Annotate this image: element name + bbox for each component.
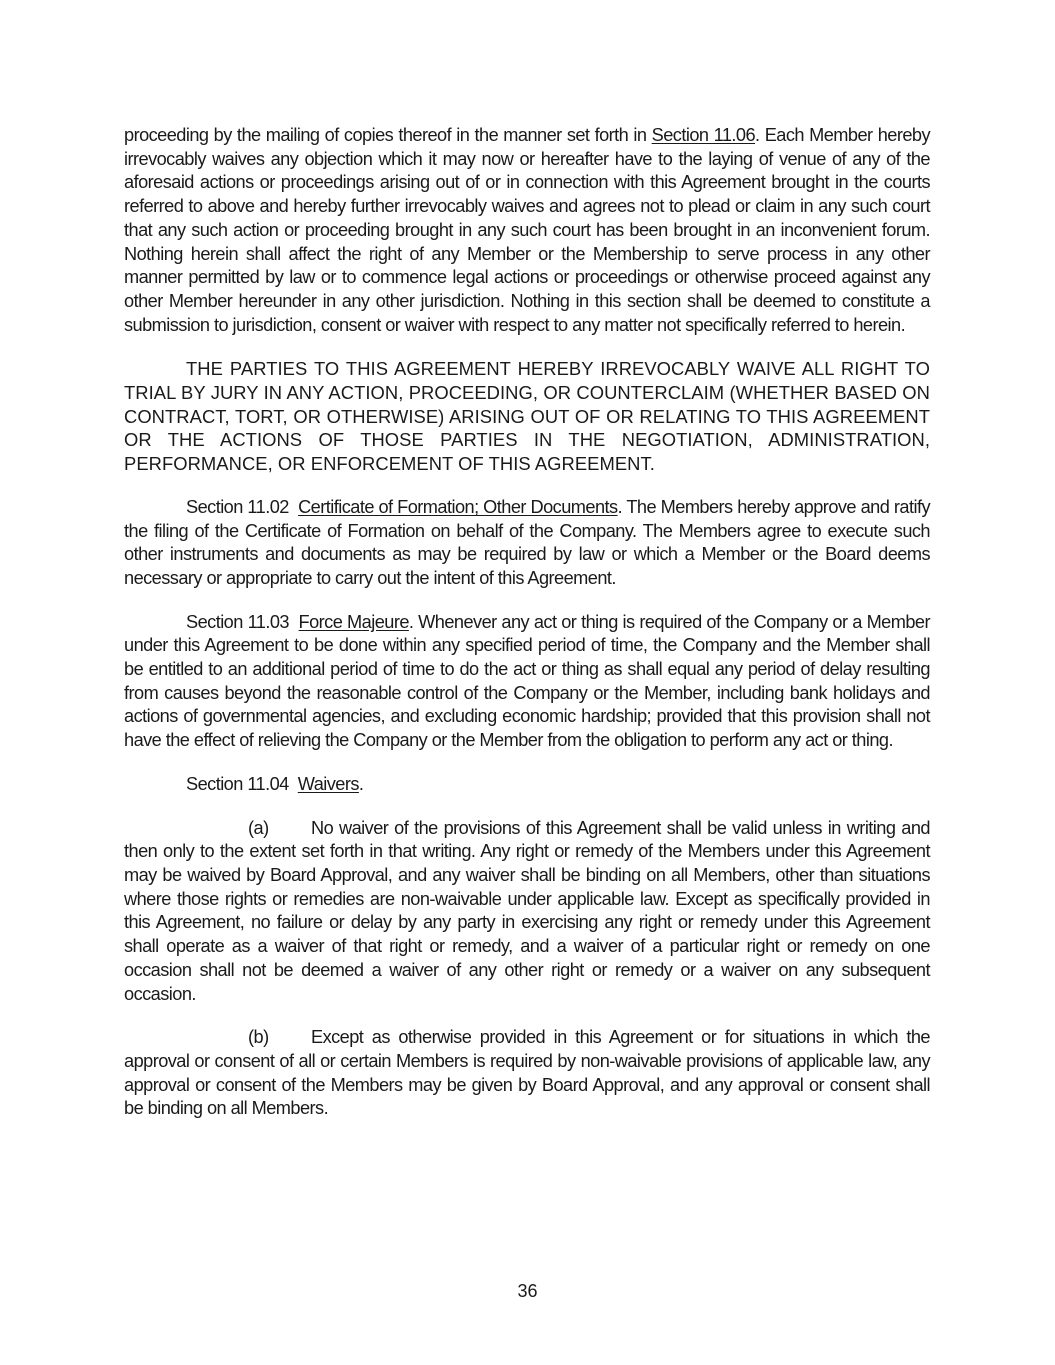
jury-waiver-paragraph: THE PARTIES TO THIS AGREEMENT HEREBY IRREVOCABLY WAIVE ALL RIGHT TO TRIAL BY JURY IN ANY ACTION, PROCEEDING, OR COUNTERCLAIM (WHETHER BASED ON CONTRACT, TORT, OR OTHERWISE) ARISING OUT OF OR RELATING TO THIS AGREEMENT OR THE ACTIONS OF THOSE PARTIES IN THE NEGOTIATION, ADMINISTRATION, PERFORMANCE, OR ENFORCEMENT OF THIS AGREEMENT. <box>124 358 930 475</box>
document-page <box>124 124 930 1141</box>
venue-paragraph: proceeding by the mailing of copies thereof in the manner set forth in Section 11.06. Each Member hereby irrevocably waives any objection which it may now or hereafter have to the laying of venue of any of the aforesaid actions or proceedings arising out of or in connection with this Agreement brought in the courts referred to above and hereby further irrevocably waives and agrees not to plead or claim in any such court that any such action or proceeding brought in any such court has been brought in an inconvenient forum. Nothing herein shall affect the right of any Member or the Membership to serve process in any other manner permitted by law or to commence legal actions or proceedings or otherwise proceed against any other Member hereunder in any other jurisdiction. Nothing in this section shall be deemed to constitute a submission to jurisdiction, consent or waiver with respect to any matter not specifically referred to herein. <box>124 125 931 335</box>
section-11-04-a: (a) No waiver of the provisions of this Agreement shall be valid unless in writing and then only to the extent set forth in that writing. Any right or remedy of the Members under this Agreement may be waived by Board Approval, and any waiver shall be binding on all Members, other than situations where those rights or remedies are non-waivable under applicable law. Except as specifically provided in this Agreement, no failure or delay by any party in exercising any right or remedy under this Agreement shall operate as a waiver of that right or remedy, and a waiver of a particular right or remedy on one occasion shall not be deemed a waiver of any other right or remedy or a waiver on any subsequent occasion. <box>124 817 930 1004</box>
section-11-03: Section 11.03 Force Majeure. Whenever any act or thing is required of the Company or a Member under this Agreement to be done within any specified period of time, the Company and the Member shall be entitled to an additional period of time to do the act or thing as shall equal any period of delay resulting from causes beyond the reasonable control of the Company or the Member, including bank holidays and actions of governmental agencies, and excluding economic hardship; provided that this provision shall not have the effect of relieving the Company or the Member from the obligation to perform any act or thing. <box>124 611 930 751</box>
section-number: Section 11.03 <box>186 611 289 632</box>
clause-label: (b) <box>248 1027 269 1048</box>
page-number: 36 <box>517 1281 538 1301</box>
section-11-04-b: (b) Except as otherwise provided in this Agreement or for situations in which the approval or consent of all or certain Members is required by non-waivable provisions of applicable law, any approval or consent of the Members may be given by Board Approval, and any approval or consent shall be binding on all Members. <box>124 1027 930 1119</box>
section-11-02: Section 11.02 Certificate of Formation; Other Documents. The Members hereby approve and ratify the filing of the Certificate of Formation on behalf of the Company. The Members agree to execute such other instruments and documents as may be required by law or which a Member or the Board deems necessary or appropriate to carry out the intent of this Agreement. <box>124 496 931 588</box>
section-number: Section 11.02 <box>186 496 289 517</box>
section-number: Section 11.04 <box>186 773 289 794</box>
clause-label: (a) <box>248 817 269 838</box>
section-11-06-reference: Section 11.06 <box>651 125 756 145</box>
section-title: Force Majeure <box>298 611 409 632</box>
section-title: Waivers <box>297 773 359 794</box>
section-11-04-heading: Section 11.04 Waivers. <box>186 773 364 794</box>
section-title: Certificate of Formation; Other Documents <box>298 496 618 517</box>
